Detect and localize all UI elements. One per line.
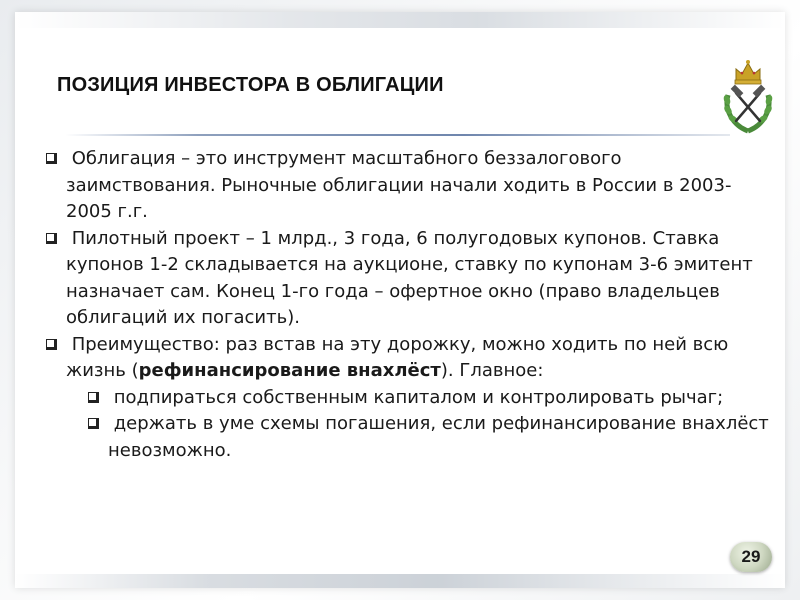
checkbox-square-icon — [46, 233, 57, 244]
list-item — [46, 226, 776, 332]
sub-list-item — [88, 411, 776, 464]
list-item — [46, 332, 776, 385]
title-underline — [65, 134, 730, 136]
checkbox-square-icon — [88, 392, 99, 403]
page-number-badge: 29 — [730, 542, 772, 572]
checkbox-square-icon — [88, 418, 99, 429]
crowned-crossed-hammers-emblem-icon — [718, 55, 778, 135]
list-item-text: Пилотный проект – 1 млрд., 3 года, 6 полугодовых купонов. Ставка купонов 1-2 складывается на аукционе, ставку по купонам 3-6 эмитент назначает сам. Конец 1-го года – офертное окно (право владельцев облигаций их погасить). — [66, 227, 753, 328]
highlight-term: рефинансирование внахлёст — [138, 360, 441, 381]
sub-list-item-text: держать в уме схемы погашения, если рефинансирование внахлёст невозможно. — [108, 413, 769, 461]
top-decoration — [15, 12, 785, 28]
slide-content — [46, 146, 776, 464]
list-item-text: Облигация – это инструмент масштабного беззалогового заимствования. Рыночные облигации начали ходить в России в 2003-2005 г.г. — [66, 148, 732, 222]
sub-list-item-text: подпираться собственным капиталом и контролировать рычаг; — [108, 386, 724, 408]
sub-list-item — [88, 385, 776, 412]
bottom-decoration — [15, 574, 785, 588]
list-item — [46, 146, 776, 226]
list-item-text: ). Главное: — [440, 360, 544, 381]
slide-title: ПОЗИЦИЯ ИНВЕСТОРА В ОБЛИГАЦИИ — [57, 74, 444, 96]
checkbox-square-icon — [46, 153, 57, 164]
list-item-text: Преимущество: раз встав на эту дорожку, можно ходить по ней всю жизнь ( — [66, 333, 729, 381]
checkbox-square-icon — [46, 339, 57, 350]
